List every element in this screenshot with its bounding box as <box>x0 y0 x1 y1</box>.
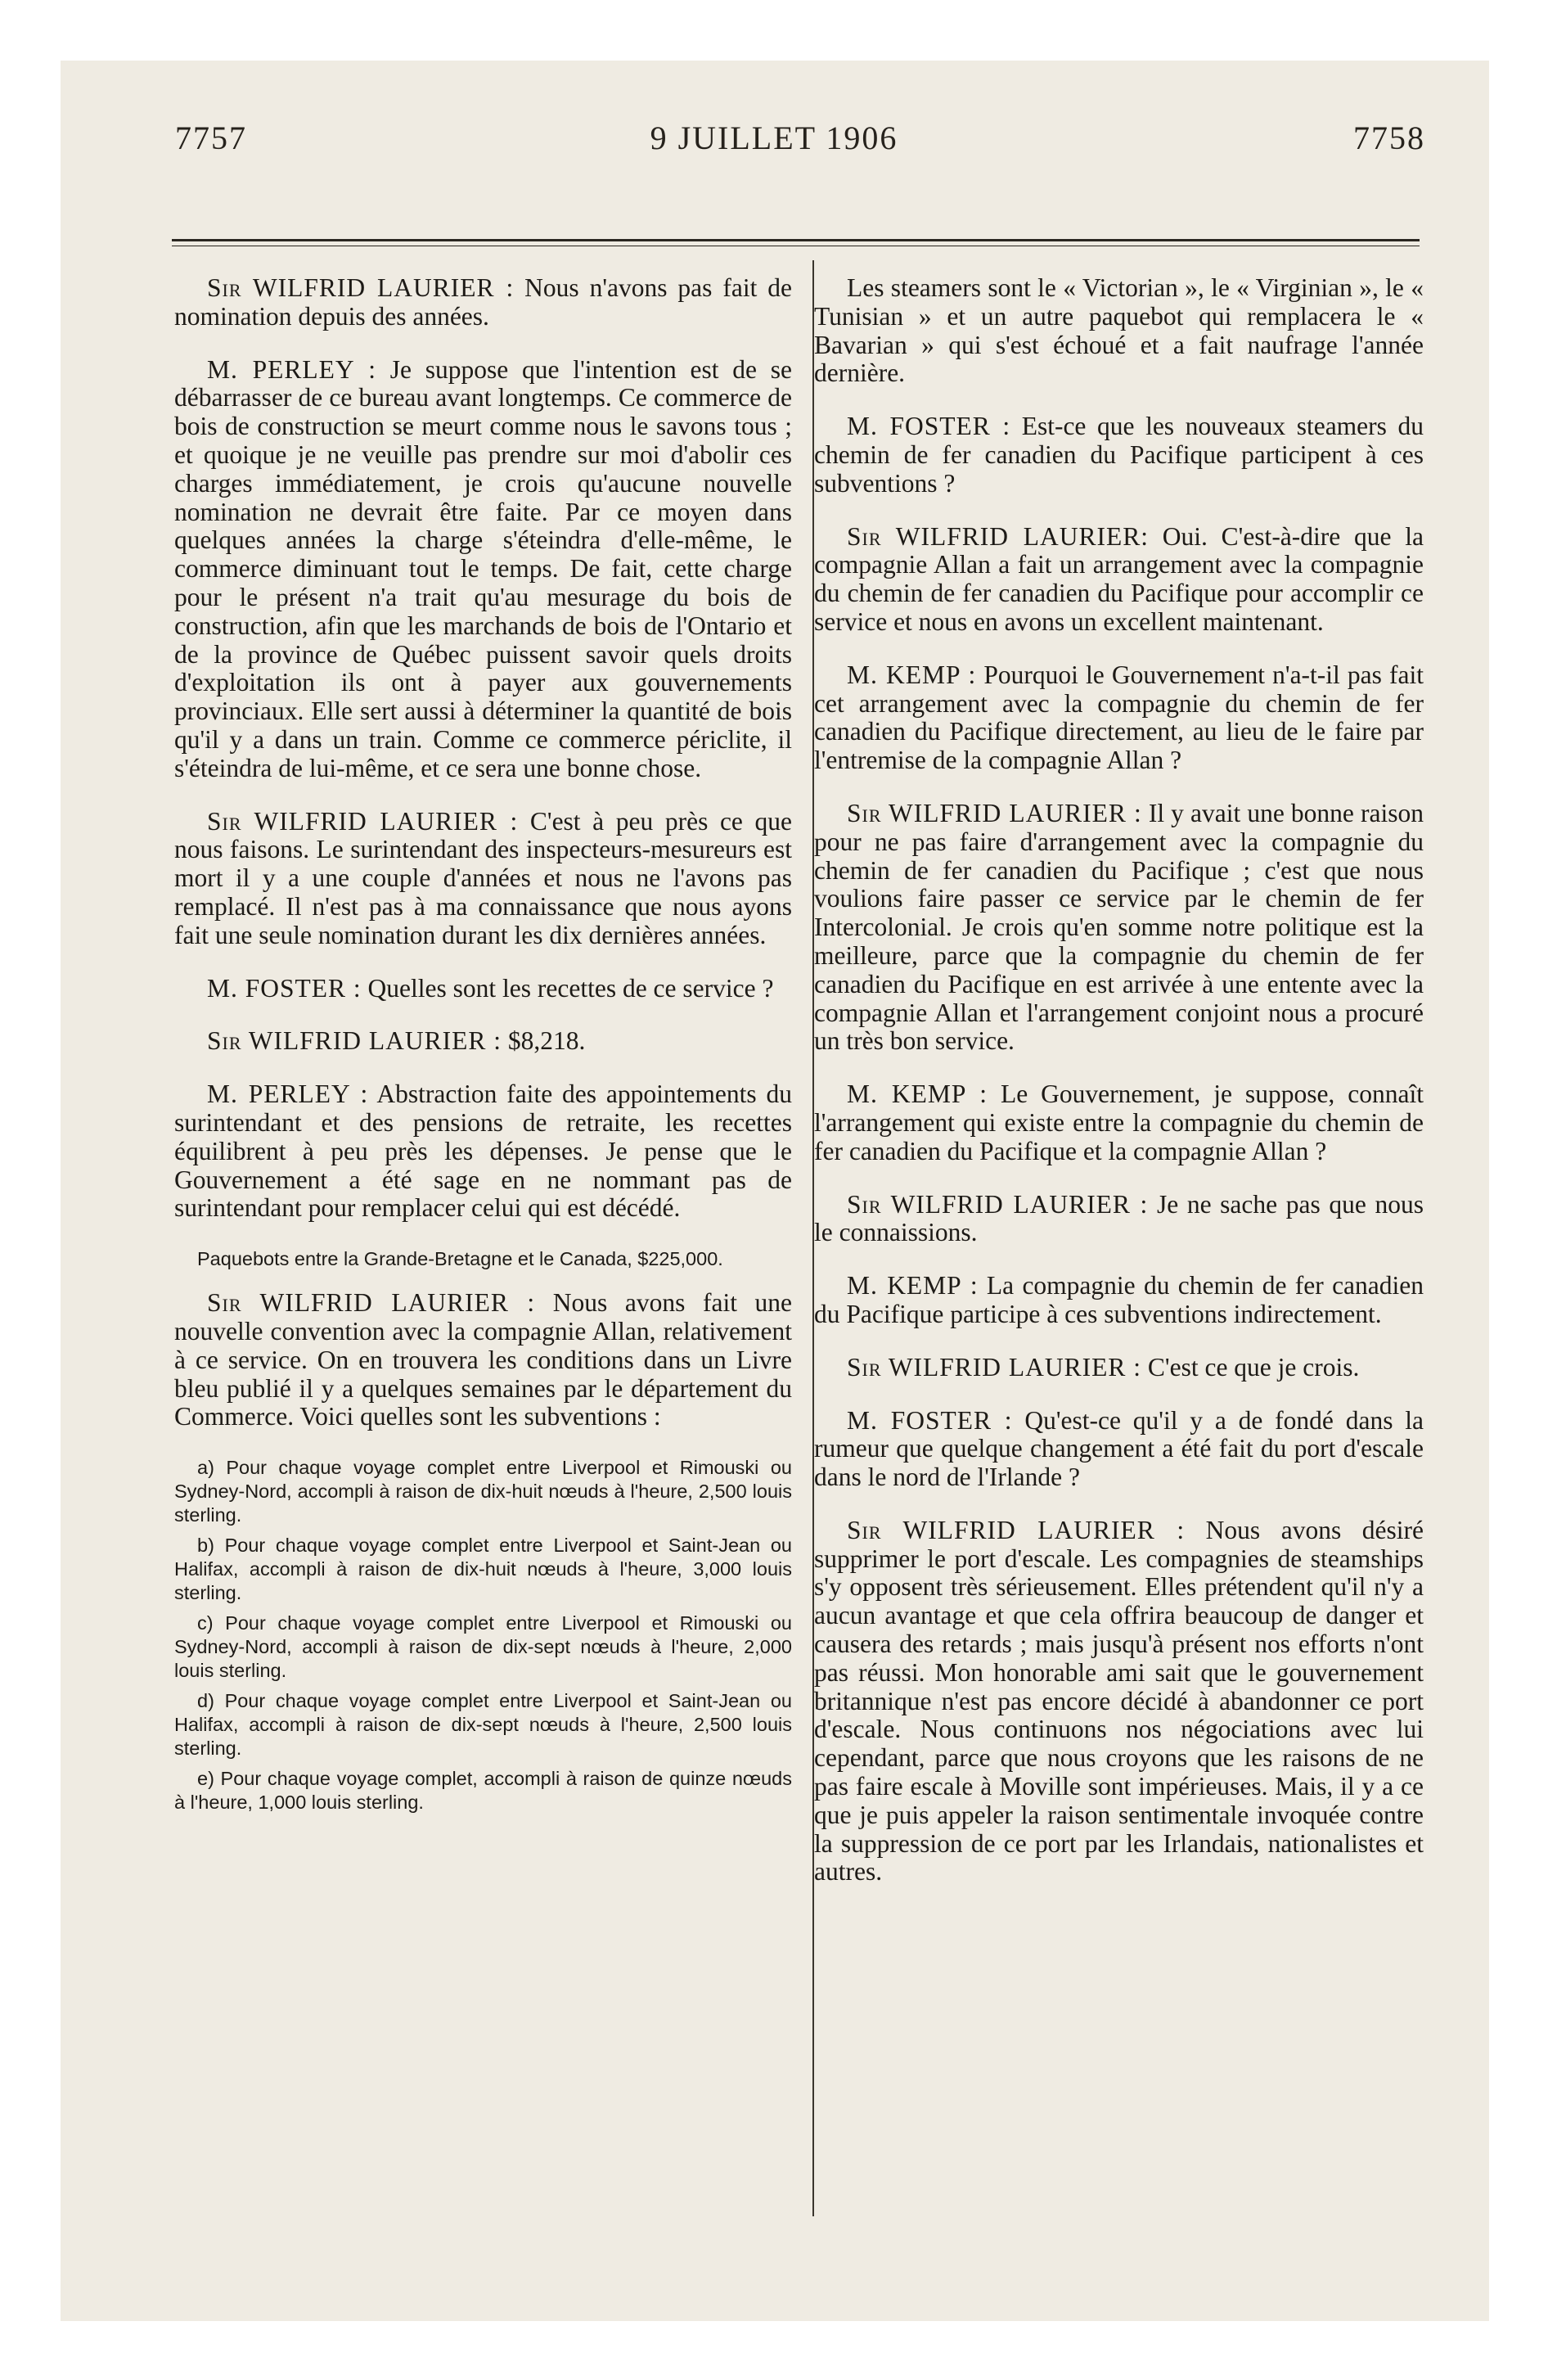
speech-text: La compagnie du chemin de fer canadien du Pacifique participe à ces subventions indirectement. <box>814 1271 1424 1328</box>
speech-paragraph <box>814 523 1424 637</box>
speaker-name: Sir WILFRID LAURIER : <box>847 798 1142 827</box>
speaker-name: Sir WILFRID LAURIER : <box>847 1515 1186 1544</box>
left-column <box>174 274 792 1814</box>
speaker-name: M. FOSTER : <box>207 973 362 1003</box>
speech-paragraph <box>814 1517 1424 1886</box>
page-number-left: 7757 <box>175 119 247 156</box>
speech-text: Je ne sache pas que nous le connaissions. <box>814 1189 1424 1247</box>
speech-text: Pourquoi le Gouvernement n'a-t-il pas fait cet arrangement avec la compagnie du chemin de fer canadien du Pacifique directement, au lieu de le faire par l'entremise de la compagnie Allan ? <box>814 660 1424 775</box>
subsidy-item: e) Pour chaque voyage complet, accompli à raison de quinze nœuds à l'heure, 1,000 louis sterling. <box>174 1768 792 1814</box>
speaker-name: M. KEMP : <box>847 660 977 689</box>
speech-text: Quelles sont les recettes de ce service ? <box>361 973 774 1003</box>
speaker-name: M. FOSTER : <box>847 1405 1013 1435</box>
speech-paragraph <box>174 1080 792 1223</box>
right-column <box>814 274 1424 1911</box>
speech-text: Nous avons désiré supprimer le port d'escale. Les compagnies de steamships s'y opposent très sérieusement. Elles prétendent qu'il n'y a aucun avantage et que cela offrira beaucoup de danger et causera des retards ; mais jusqu'à présent nos efforts n'ont pas réussi. Mon honorable ami sait que le gouvernement britannique n'est pas encore décidé à abandonner ce port d'escale. Nous continuons nos négociations avec lui cependant, parce que nous croyons que les raisons de ne pas faire escale à Moville sont impérieuses. Mais, il y a ce que je puis appeler la raison sentimentale invoquée contre la suppression de ce port par les Irlandais, nationalistes et autres. <box>814 1515 1424 1886</box>
speech-paragraph <box>814 1354 1424 1382</box>
speaker-name: Sir WILFRID LAURIER : <box>847 1189 1149 1219</box>
speech-paragraph <box>174 1027 792 1056</box>
page-date: 9 JUILLET 1906 <box>650 119 898 156</box>
speech-paragraph <box>174 1289 792 1431</box>
speaker-name: Sir WILFRID LAURIER : <box>207 806 519 836</box>
speech-text: Qu'est-ce qu'il y a de fondé dans la rumeur que quelque changement a été fait du port d'escale dans le nord de l'Irlande ? <box>814 1405 1424 1492</box>
subsidy-item: d) Pour chaque voyage complet entre Liverpool et Saint-Jean ou Halifax, accompli à raison de dix-sept nœuds à l'heure, 2,500 louis sterling. <box>174 1690 792 1760</box>
subsidy-item: b) Pour chaque voyage complet entre Liverpool et Saint-Jean ou Halifax, accompli à raison de dix-huit nœuds à l'heure, 3,000 louis sterling. <box>174 1535 792 1604</box>
speech-text: Les steamers sont le « Victorian », le « Virginian », le « Tunisian » et un autre paquebot qui remplacera le « Bavarian » qui s'est échoué et a fait naufrage l'année dernière. <box>814 273 1424 388</box>
speech-text: Abstraction faite des appointements du surintendant et des pensions de retraite, les recettes équilibrent à peu près les dépenses. Je pense que le Gouvernement a été sage en ne nommant pas de surintendant pour remplacer celui qui est décédé. <box>174 1080 793 1223</box>
subsidy-item: c) Pour chaque voyage complet entre Liverpool et Rimouski ou Sydney-Nord, accompli à raison de dix-sept nœuds à l'heure, 2,000 louis sterling. <box>174 1612 792 1682</box>
speech-text: Le Gouvernement, je suppose, connaît l'arrangement qui existe entre la compagnie du chemin de fer canadien du Pacifique et la compagnie Allan ? <box>814 1080 1424 1165</box>
speaker-name: M. PERLEY : <box>207 1080 369 1109</box>
speech-text: Est-ce que les nouveaux steamers du chemin de fer canadien du Pacifique participent à ces subventions ? <box>814 412 1424 498</box>
header-rule <box>172 239 1420 241</box>
speech-paragraph <box>174 975 792 1003</box>
speaker-name: M. KEMP : <box>847 1271 979 1300</box>
subsidy-item: a) Pour chaque voyage complet entre Liverpool et Rimouski ou Sydney-Nord, accompli à raison de dix-huit nœuds à l'heure, 2,500 louis sterling. <box>174 1457 792 1526</box>
speaker-name: M. PERLEY : <box>207 354 377 384</box>
speech-text: Oui. C'est-à-dire que la compagnie Allan a fait un arrangement avec la compagnie du chemin de fer canadien du Pacifique pour accomplir ce service et nous en avons un excellent maintenant. <box>814 521 1424 636</box>
speech-text: Je suppose que l'intention est de se débarrasser de ce bureau avant longtemps. Ce commerce de bois de construction se meurt comme nous le savons tous ; et quoique je ne veuille pas prendre sur moi d'abolir ces charges immédiatement, je crois qu'aucune nouvelle nomination ne devrait être faite. Par ce moyen dans quelques années la charge s'éteindra d'elle-même, le commerce diminuant tout le temps. De fait, cette charge pour le présent n'a trait qu'au mesurage du bois de construction, afin que les marchands de bois de l'Ontario et de la province de Québec puissent savoir quels droits d'exploitation ils ont à payer aux gouvernements provinciaux. Elle sert aussi à déterminer la quantité de bois qu'il y a dans un train. Comme ce commerce périclite, il s'éteindra de lui-même, et ce sera une bonne chose. <box>174 354 792 782</box>
speech-paragraph <box>814 412 1424 498</box>
speaker-name: Sir WILFRID LAURIER : <box>207 1288 536 1318</box>
speaker-name: Sir WILFRID LAURIER : <box>847 1352 1142 1382</box>
speech-paragraph <box>174 274 792 331</box>
speech-paragraph <box>814 661 1424 775</box>
speech-paragraph <box>814 1272 1424 1329</box>
speaker-name: Sir WILFRID LAURIER : <box>207 273 515 302</box>
speech-text: $8,218. <box>502 1026 586 1056</box>
speech-paragraph <box>814 274 1424 388</box>
speaker-name: Sir WILFRID LAURIER: <box>847 521 1149 551</box>
speech-text: C'est à peu près ce que nous faisons. Le surintendant des inspecteurs-mesureurs est mort il y a une couple d'années et nous ne l'avons pas remplacé. Il n'est pas à ma connaissance que nous ayons fait une seule nomination durant les dix dernières années. <box>174 806 792 949</box>
speech-text: C'est ce que je crois. <box>1141 1352 1360 1382</box>
speaker-name: M. FOSTER : <box>847 412 1011 441</box>
speaker-name: M. KEMP : <box>847 1080 988 1109</box>
speech-paragraph <box>174 356 792 783</box>
page-number-right: 7758 <box>1353 119 1425 156</box>
speech-text: Il y avait une bonne raison pour ne pas faire d'arrangement avec la compagnie du chemin de fer canadien du Pacifique ; c'est que nous voulions faire passer ce service par le chemin de fer Intercolonial. Je crois qu'en somme notre politique est la meilleure, parce que la compagnie du chemin de fer canadien du Pacifique en est arrivée à une entente avec la compagnie Allan et l'arrangement conjoint nous a procuré un très bon service. <box>814 798 1424 1056</box>
speech-text: Nous n'avons pas fait de nomination depuis des années. <box>174 273 792 331</box>
speech-paragraph <box>814 1191 1424 1248</box>
speech-paragraph <box>814 800 1424 1056</box>
speaker-name: Sir WILFRID LAURIER : <box>207 1026 502 1056</box>
speech-paragraph <box>174 808 792 950</box>
speech-paragraph <box>814 1080 1424 1165</box>
speech-paragraph <box>814 1407 1424 1492</box>
item-heading: Paquebots entre la Grande-Bretagne et le Canada, $225,000. <box>197 1248 723 1270</box>
speech-text: Nous avons fait une nouvelle convention avec la compagnie Allan, relativement à ce service. On en trouvera les conditions dans un Livre bleu publié il y a quelques semaines par le département du Commerce. Voici quelles sont les subventions : <box>174 1288 793 1431</box>
